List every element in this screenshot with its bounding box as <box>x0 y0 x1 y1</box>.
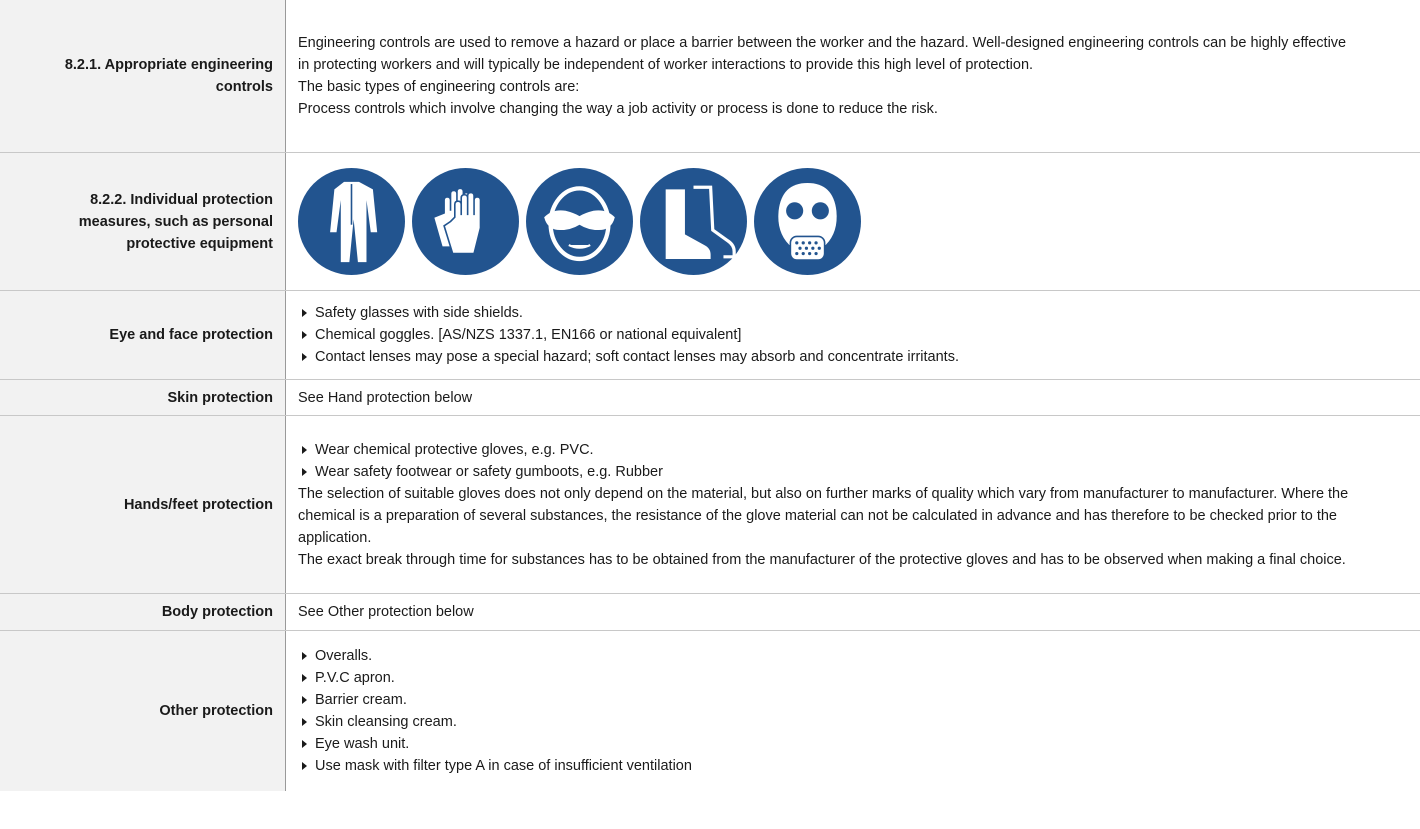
glove-selection-paragraph: The selection of suitable gloves does not only depend on the material, but also on further marks of quality which vary from manufacturer to manufacturer. Where the chemical is a preparation of several substances, the resistance of the glove material can not be calculated in advance and has therefore to be checked prior to the application. <box>298 485 1349 546</box>
bullet-arrow-icon <box>302 696 307 704</box>
skin-protection-label: Skin protection <box>0 380 286 415</box>
other-protection-label: Other protection <box>0 631 286 791</box>
other-protection-row <box>0 631 1420 791</box>
protective-suit-icon <box>298 168 405 275</box>
bullet-arrow-icon <box>302 331 307 339</box>
list-item: Wear safety footwear or safety gumboots, e.g. Rubber <box>298 461 1360 483</box>
other-protection-content <box>286 631 1420 791</box>
list-item: Safety glasses with side shields. <box>298 302 1406 324</box>
ppe-icon-strip <box>298 164 1406 279</box>
bullet-arrow-icon <box>302 652 307 660</box>
bullet-arrow-icon <box>302 446 307 454</box>
engineering-paragraph: Engineering controls are used to remove a hazard or place a barrier between the worker and the hazard. Well-designed engineering controls can be highly effective in protecting workers and will typically be independent of worker interactions to provide this high level of protection. <box>298 35 1347 73</box>
list-item: Contact lenses may pose a special hazard; soft contact lenses may absorb and concentrate irritants. <box>298 346 1406 368</box>
break-through-paragraph: The exact break through time for substances has to be obtained from the manufacturer of the protective gloves and has to be observed when making a final choice. <box>298 551 1346 568</box>
engineering-paragraph: The basic types of engineering controls are: <box>298 79 580 95</box>
hands-feet-protection-row <box>0 416 1420 594</box>
body-protection-row <box>0 594 1420 631</box>
engineering-controls-content <box>286 0 1420 152</box>
bullet-arrow-icon <box>302 353 307 361</box>
list-item: Barrier cream. <box>298 689 1406 711</box>
list-item: P.V.C apron. <box>298 667 1406 689</box>
bullet-arrow-icon <box>302 468 307 476</box>
eye-face-protection-label: Eye and face protection <box>0 291 286 379</box>
list-item: Eye wash unit. <box>298 733 1406 755</box>
eye-face-protection-row <box>0 291 1420 380</box>
bullet-arrow-icon <box>302 718 307 726</box>
eye-face-protection-content <box>286 291 1420 379</box>
individual-protection-row <box>0 153 1420 291</box>
engineering-controls-label: 8.2.1. Appropriate engineering controls <box>0 0 286 152</box>
list-item: Overalls. <box>298 645 1406 667</box>
bullet-arrow-icon <box>302 762 307 770</box>
protective-gloves-icon <box>412 168 519 275</box>
body-protection-content: See Other protection below <box>298 604 474 620</box>
other-protection-list <box>298 645 1406 777</box>
hands-feet-protection-content <box>286 416 1420 593</box>
respirator-mask-icon <box>754 168 861 275</box>
eye-protection-list <box>298 302 1406 368</box>
engineering-controls-row <box>0 0 1420 153</box>
ppe-icons-content <box>286 153 1420 290</box>
bullet-arrow-icon <box>302 740 307 748</box>
hands-feet-protection-label: Hands/feet protection <box>0 416 286 593</box>
hands-protection-list <box>298 439 1360 483</box>
engineering-paragraph: Process controls which involve changing the way a job activity or process is done to reduce the risk. <box>298 101 938 117</box>
skin-protection-content: See Hand protection below <box>298 389 473 406</box>
list-item: Wear chemical protective gloves, e.g. PVC. <box>298 439 1360 461</box>
list-item: Chemical goggles. [AS/NZS 1337.1, EN166 or national equivalent] <box>298 324 1406 346</box>
skin-protection-row <box>0 380 1420 416</box>
individual-protection-label: 8.2.2. Individual protection measures, such as personal protective equipment <box>0 153 286 290</box>
bullet-arrow-icon <box>302 309 307 317</box>
list-item: Skin cleansing cream. <box>298 711 1406 733</box>
eye-protection-icon <box>526 168 633 275</box>
safety-boots-icon <box>640 168 747 275</box>
body-protection-label: Body protection <box>0 594 286 630</box>
list-item: Use mask with filter type A in case of insufficient ventilation <box>298 755 1406 777</box>
bullet-arrow-icon <box>302 674 307 682</box>
